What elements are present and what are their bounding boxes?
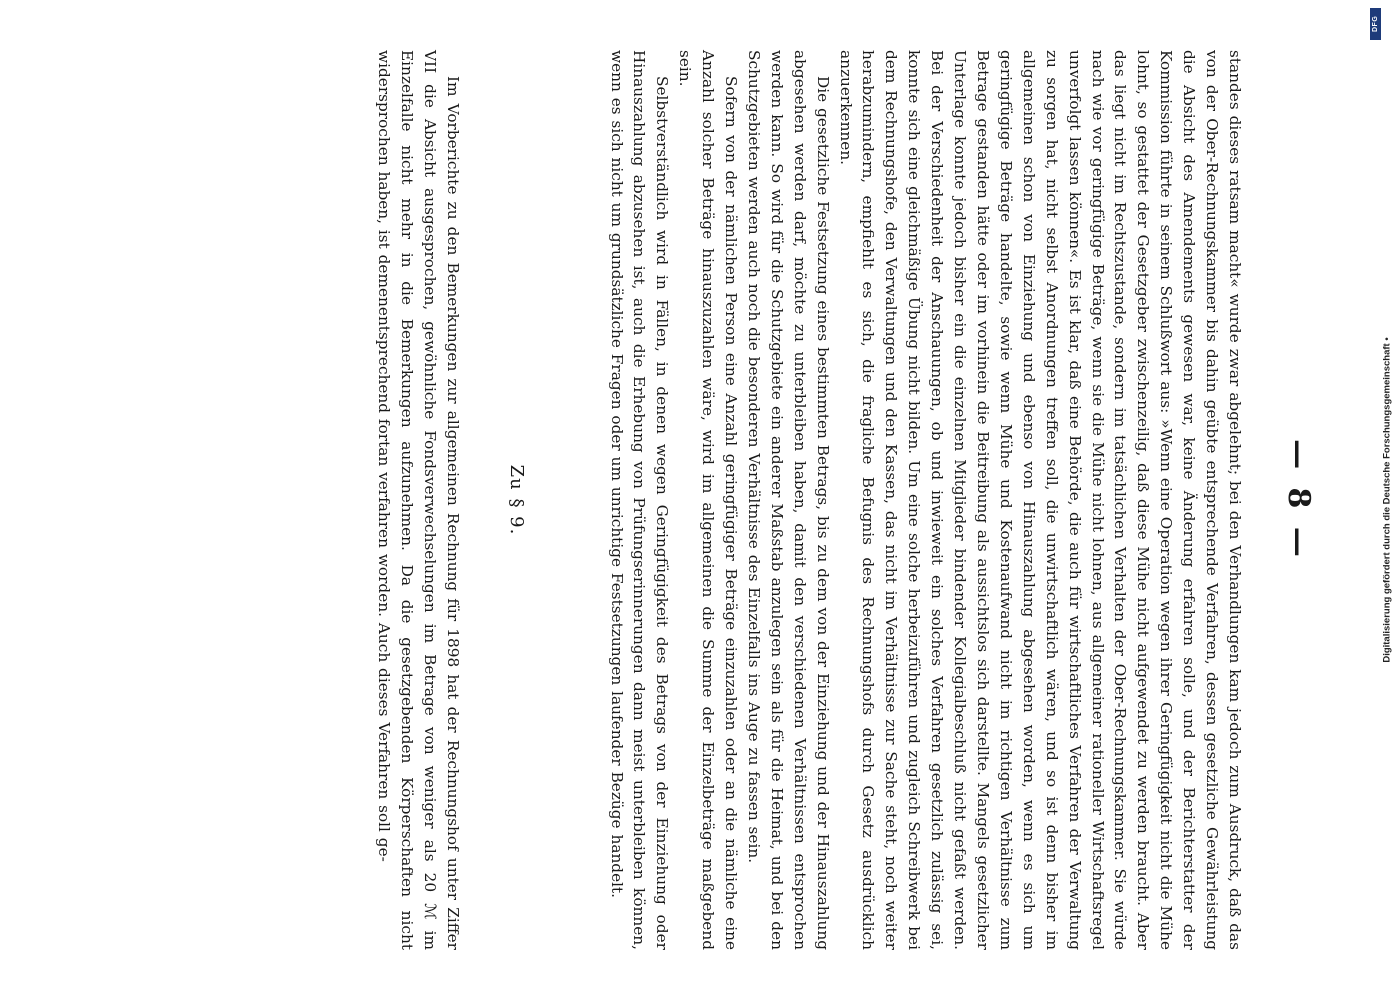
section-heading: Zu § 9. [505,464,527,536]
digitization-credit: Digitalisierung gefördert durch die Deutsche Forschungsgemeinschaft • [1381,337,1393,663]
document-page [66,50,1316,950]
page-number: — 8 — [1281,439,1316,561]
dfg-logo: DFG [1370,8,1381,40]
paragraph-2: Die gesetzliche Festsetzung eines bestimmten Betrags, bis zu dem von der Einziehung und der Hinauszahlung abgesehen werden darf, möchte zu unterbleiben haben, damit den verschiedenen Verhältnissen entsprochen werden kann. So wird für die Schutzgebiete ein anderer Maßstab anzulegen sein als für die Heimat, und bei den Schutzgebieten werden auch noch die besonderen Verhältnisse des Einzelfalls ins Auge zu fassen sein. [744,50,832,950]
paragraph-1: standes dieses ratsam macht« wurde zwar abgelehnt; bei den Verhandlungen kam jedoch zum Ausdruck, daß das von der Ober-Rechnungskammer bis dahin geübte entsprechende Verfahren, dessen gesetzliche Gewährleistung die Absicht des Amendements gewesen war, keine Änderung erfahren solle, und der Berichterstatter der Kommission führte in seinem Schlußwort aus: »Wenn eine Operation wegen ihrer Geringfügigkeit nicht die Mühe lohnt, so gestattet der Gesetzgeber zwischenzeilig, daß diese Mühe nicht aufgewendet zu werden braucht. Aber das liegt nicht im Rechtszustande, sondern im tatsächlichen Verhalten der Ober-Rechnungskammer. Sie würde nach wie vor geringfügige Beträge, wenn sie die Mühe nicht lohnen, aus allgemeiner rationeller Wirtschaftsregel unverfolgt lassen können«. Es ist klar, daß eine Behörde, die auch für wirtschaftliches Verfahren der Verwaltung zu sorgen hat, nicht selbst Anordnungen treffen soll, die unwirtschaftlich wären, und so ist denn bisher im allgemeinen schon von Einziehung und ebenso von Hinauszahlung abgesehen worden, wenn es sich um geringfügige Beträge handelte, sowie wenn Mühe und Kostenaufwand nicht im richtigen Verhältnisse zum Betrage gestanden hätte oder im vorhinein die Beitreibung als aussichtslos sich darstellte. Mangels gesetzlicher Unterlage konnte jedoch bisher ein die einzelnen Mitglieder bindender Kollegialbeschluß nicht gefaßt werden. Bei der Verschiedenheit der Anschauungen, ob und inwieweit ein solches Verfahren gesetzlich zulässig sei, konnte sich eine gleichmäßige Übung nicht bilden. Um eine solche herbeizuführen und zugleich Schreibwerk bei dem Rechnungshofe, den Verwaltungen und den Kassen, das nicht im Verhältnisse zur Sache steht, noch weiter herabzumindern, empfiehlt es sich, die fragliche Befugnis des Rechnungshofs durch Gesetz ausdrücklich anzuerkennen. [836,50,1244,950]
body-text [372,50,1246,950]
paragraph-4: Selbstverständlich wird in Fällen, in denen wegen Geringfügigkeit des Betrags von der Einziehung oder Hinauszahlung abzusehen ist, auch die Erhebung von Prüfungserinnerungen dann meist unterbleiben können, wenn es sich nicht um grundsätzliche Fragen oder um unrichtige Festsetzungen laufender Bezüge handelt. [607,50,672,950]
section-paragraph-1: Im Vorberichte zu den Bemerkungen zur allgemeinen Rechnung für 1898 hat der Rechnungshof unter Ziffer VII die Absicht ausgesprochen, gewöhnliche Fondsverwechselungen im Betrage von weniger als 20 ℳ im Einzelfalle nicht mehr in die Bemerkungen aufzunehmen. Da die gesetzgebenden Körperschaften nicht widersprochen haben, ist demenentsprechend fortan verfahren worden. Auch dieses Verfahren soll ge- [375,50,462,950]
paragraph-3: Sofern von der nämlichen Person eine Anzahl geringfügiger Beträge einzuzahlen oder an die nämliche eine Anzahl solcher Beträge hinauszuzahlen wäre, wird im allgemeinen die Summe der Einzelbeträge maßgebend sein. [676,50,741,950]
